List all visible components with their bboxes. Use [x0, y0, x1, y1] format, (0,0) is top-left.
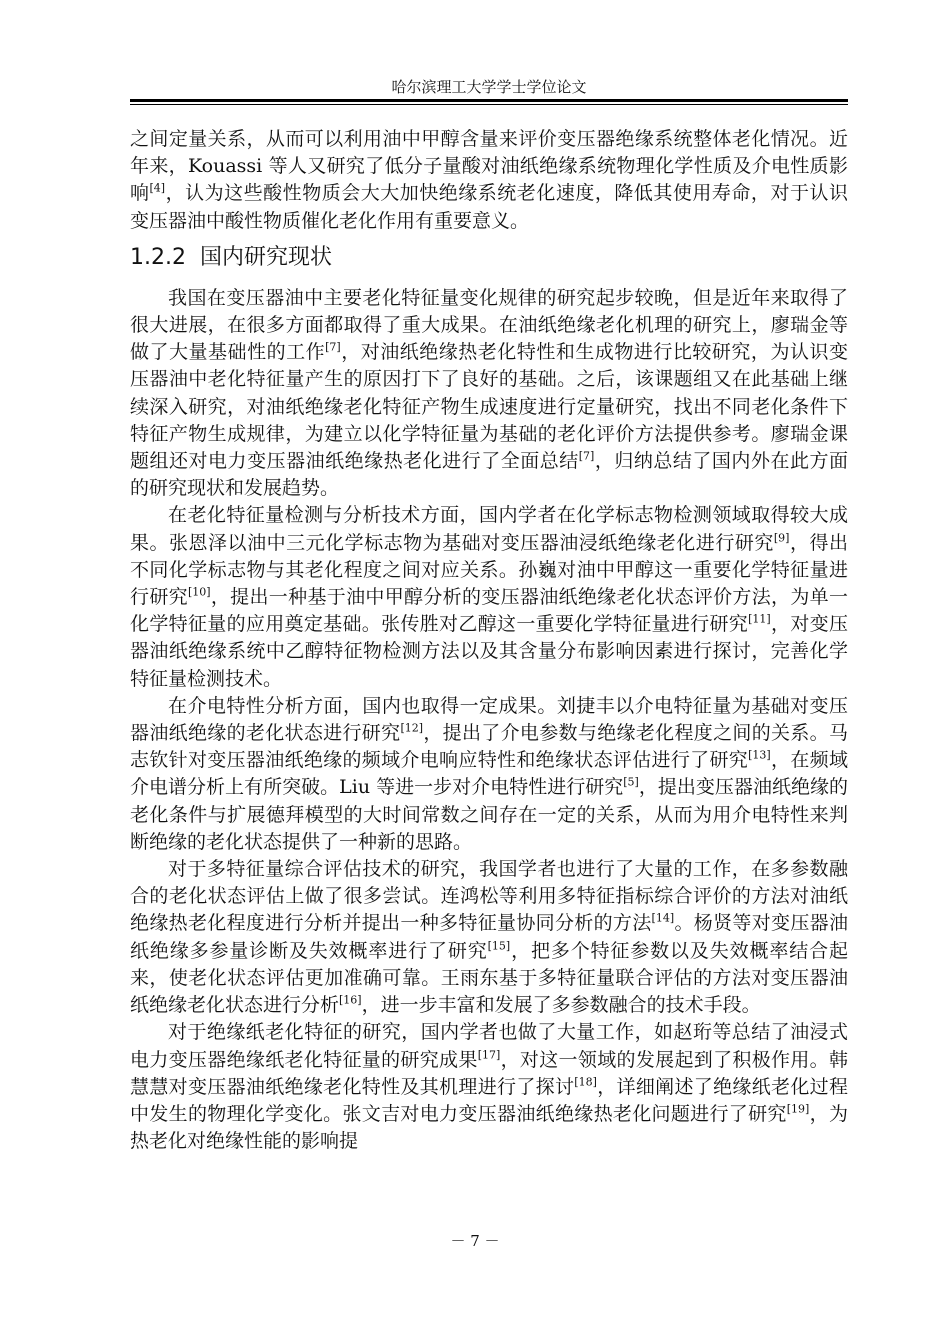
- section-title: 国内研究现状: [199, 244, 332, 270]
- citation-ref: [13]: [748, 748, 771, 762]
- citation-ref: [11]: [748, 612, 771, 626]
- citation-ref: [9]: [773, 531, 790, 545]
- citation-ref: [7]: [578, 449, 595, 463]
- paragraphs-after-heading: [130, 285, 848, 1156]
- citation-ref: [7]: [325, 340, 341, 354]
- text-run: ，提出了介电参数与绝缘老化程度之间的关系。马志钦针对变压器油纸绝缘的频域介电响应特性和绝缘状态评估进行了研究: [130, 722, 848, 772]
- paragraph: [130, 285, 848, 503]
- text-run: 。杨贤等对变压器油纸绝缘多参量诊断及失效概率进行了研究: [130, 912, 848, 962]
- text-run: 之间定量关系，从而可以利用油中甲醇含量来评价变压器绝缘系统整体老化情况。近年来，Kouassi 等人又研究了低分子量酸对油纸绝缘系统物理化学性质及介电性质影响: [130, 128, 848, 205]
- text-run: 对于多特征量综合评估技术的研究，我国学者也进行了大量的工作，在多参数融合的老化状态评估上做了很多尝试。连鸿松等利用多特征指标综合评价的方法对油纸绝缘热老化程度进行分析并提出一种多特征量协同分析的方法: [130, 858, 848, 935]
- paragraph: [130, 126, 848, 235]
- paragraph: [130, 693, 848, 856]
- paragraph: [130, 856, 848, 1019]
- running-header: 哈尔滨理工大学学士学位论文: [391, 78, 587, 96]
- citation-ref: [17]: [477, 1048, 501, 1062]
- text-run: ，归纳总结了国内外在此方面的研究现状和发展趋势。: [130, 450, 848, 500]
- citation-ref: [12]: [400, 721, 424, 735]
- text-run: ，提出变压器油纸绝缘的老化条件与扩展德拜模型的大时间常数之间存在一定的关系，从而为用介电特性来判断绝缘的老化状态提供了一种新的思路。: [130, 776, 848, 853]
- paragraphs-before-heading: [130, 126, 848, 235]
- citation-ref: [10]: [187, 585, 211, 599]
- text-run: 在老化特征量检测与分析技术方面，国内学者在化学标志物检测领域取得较大成果。张恩泽以油中三元化学标志物为基础对变压器油浸纸绝缘老化进行研究: [130, 504, 848, 554]
- page-number: － 7 －: [450, 1232, 500, 1250]
- text-run: ，详细阐述了绝缘纸老化过程中发生的物理化学变化。张文吉对电力变压器油纸绝缘热老化问题进行了研究: [130, 1075, 848, 1125]
- citation-ref: [19]: [786, 1102, 810, 1116]
- text-run: 在介电特性分析方面，国内也取得一定成果。刘捷丰以介电特征量为基础对变压器油纸绝缘的老化状态进行研究: [130, 694, 848, 745]
- citation-ref: [5]: [623, 776, 639, 790]
- text-run: ，在频域介电谱分析上有所突破。Liu 等进一步对介电特性进行研究: [130, 749, 848, 799]
- citation-ref: [15]: [487, 939, 511, 953]
- text-run: 我国在变压器油中主要老化特征量变化规律的研究起步较晚，但是近年来取得了很大进展，在很多方面都取得了重大成果。在油纸绝缘老化机理的研究上，廖瑞金等做了大量基础性的工作: [130, 286, 848, 364]
- body-text: [130, 126, 848, 1155]
- text-run: ，对油纸绝缘热老化特性和生成物进行比较研究，为认识变压器油中老化特征量产生的原因打下了良好的基础。之后，该课题组又在此基础上继续深入研究，对油纸绝缘老化特征产物生成速度进行定量研究，找出不同老化条件下特征产物生成规律，为建立以化学特征量为基础的老化评价方法提供参考。廖瑞金课题组还对电力变压器油纸绝缘热老化进行了全面总结: [130, 341, 848, 473]
- header-rule-thick: [130, 99, 848, 102]
- text-run: ，认为这些酸性物质会大大加快绝缘系统老化速度，降低其使用寿命，对于认识变压器油中酸性物质催化老化作用有重要意义。: [130, 182, 848, 232]
- header-rule-thin: [130, 104, 848, 105]
- text-run: ，提出一种基于油中甲醇分析的变压器油纸绝缘老化状态评价方法，为单一化学特征量的应用奠定基础。张传胜对乙醇这一重要化学特征量进行研究: [130, 586, 848, 636]
- citation-ref: [18]: [574, 1075, 597, 1089]
- text-run: ，进一步丰富和发展了多参数融合的技术手段。: [361, 994, 761, 1017]
- text-run: ，对这一领域的发展起到了积极作用。韩慧慧对变压器油纸绝缘老化特性及其机理进行了探讨: [130, 1048, 848, 1098]
- paragraph: [130, 1019, 848, 1155]
- citation-ref: [16]: [339, 993, 362, 1007]
- text-run: 对于绝缘纸老化特征的研究，国内学者也做了大量工作，如赵珩等总结了油浸式电力变压器绝缘纸老化特征量的研究成果: [130, 1021, 848, 1071]
- citation-ref: [4]: [149, 182, 166, 196]
- text-run: ，对变压器油纸绝缘系统中乙醇特征物检测方法以及其含量分布影响因素进行探讨，完善化学特征量检测技术。: [130, 613, 848, 690]
- citation-ref: [14]: [651, 912, 675, 926]
- section-heading: [130, 243, 848, 273]
- text-run: ，得出不同化学标志物与其老化程度之间对应关系。孙巍对油中甲醇这一重要化学特征量进行研究: [130, 531, 848, 609]
- text-run: ，把多个特征参数以及失效概率结合起来，使老化状态评估更加准确可靠。王雨东基于多特征量联合评估的方法对变压器油纸绝缘老化状态进行分析: [130, 939, 848, 1017]
- paragraph: [130, 502, 848, 692]
- text-run: ，为热老化对绝缘性能的影响提: [130, 1102, 848, 1153]
- section-number: 1.2.2: [130, 244, 186, 270]
